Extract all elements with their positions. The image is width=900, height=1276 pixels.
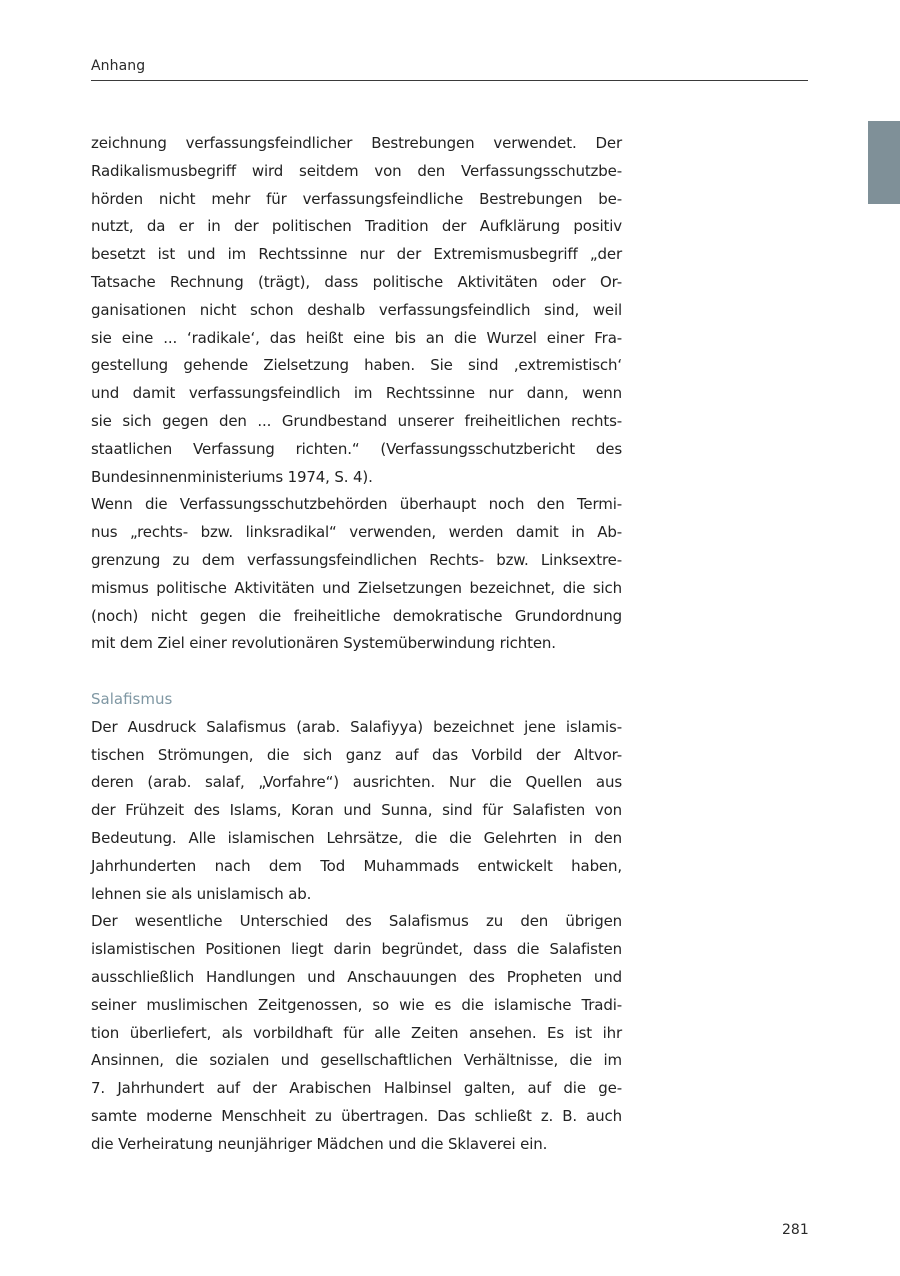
text-line: islamistischen Positionen liegt darin begründet, dass die Salafisten bbox=[91, 940, 622, 959]
body-text bbox=[91, 130, 622, 1158]
text-line: nus „rechts- bzw. linksradikal“ verwenden, werden damit in Ab- bbox=[91, 523, 622, 542]
text-line: zeichnung verfassungsfeindlicher Bestrebungen verwendet. Der bbox=[91, 134, 622, 152]
text-line: Der Ausdruck Salafismus (arab. Salafiyya) bezeichnet jene islamis- bbox=[91, 717, 622, 736]
text-line: Bedeutung. Alle islamischen Lehrsätze, die die Gelehrten in den bbox=[91, 828, 622, 847]
text-line: deren (arab. salaf, „Vorfahre“) ausrichten. Nur die Quellen aus bbox=[91, 773, 622, 792]
text-line: (noch) nicht gegen die freiheitliche demokratische Grundordnung bbox=[91, 606, 622, 625]
text-line: Tatsache Rechnung (trägt), dass politische Aktivitäten oder Or- bbox=[91, 272, 622, 291]
text-line: und damit verfassungsfeindlich im Rechtssinne nur dann, wenn bbox=[91, 384, 622, 403]
text-line: 7. Jahrhundert auf der Arabischen Halbinsel galten, auf die ge- bbox=[91, 1079, 622, 1098]
text-line: Ansinnen, die sozialen und gesellschaftlichen Verhältnisse, die im bbox=[91, 1051, 622, 1070]
text-line: hörden nicht mehr für verfassungsfeindliche Bestrebungen be- bbox=[91, 189, 622, 208]
paragraph bbox=[91, 491, 622, 658]
text-line: staatlichen Verfassung richten.“ (Verfassungsschutzbericht des bbox=[91, 439, 622, 458]
text-line: tischen Strömungen, die sich ganz auf das Vorbild der Altvor- bbox=[91, 745, 622, 764]
chapter-thumb-tab bbox=[868, 121, 900, 204]
paragraph bbox=[91, 130, 622, 491]
text-line: ausschließlich Handlungen und Anschauungen des Propheten und bbox=[91, 967, 622, 986]
text-line: tion überliefert, als vorbildhaft für alle Zeiten ansehen. Es ist ihr bbox=[91, 1023, 622, 1042]
page-number: 281 bbox=[782, 1222, 809, 1238]
text-line: Der wesentliche Unterschied des Salafismus zu den übrigen bbox=[91, 912, 622, 931]
text-line: Jahrhunderten nach dem Tod Muhammads entwickelt haben, bbox=[91, 856, 622, 875]
text-line: mit dem Ziel einer revolutionären Systemüberwindung richten. bbox=[91, 634, 556, 653]
text-line: mismus politische Aktivitäten und Zielsetzungen bezeichnet, die sich bbox=[91, 578, 622, 597]
text-line: Wenn die Verfassungsschutzbehörden überhaupt noch den Termi- bbox=[91, 495, 622, 514]
text-line: die Verheiratung neunjähriger Mädchen und die Sklaverei ein. bbox=[91, 1134, 548, 1153]
running-header: Anhang bbox=[91, 58, 146, 74]
text-line: der Frühzeit des Islams, Koran und Sunna, sind für Salafisten von bbox=[91, 801, 622, 820]
text-line: grenzung zu dem verfassungsfeindlichen Rechts- bzw. Linksextre- bbox=[91, 550, 622, 569]
text-line: sie sich gegen den ... Grundbestand unserer freiheitlichen rechts- bbox=[91, 411, 622, 430]
text-line: gestellung gehende Zielsetzung haben. Sie sind ‚extremistisch‘ bbox=[91, 356, 622, 375]
section-heading: Salafismus bbox=[91, 689, 173, 708]
paragraph-gap bbox=[91, 658, 622, 686]
header-divider bbox=[91, 80, 808, 81]
text-line: nutzt, da er in der politischen Tradition der Aufklärung positiv bbox=[91, 217, 622, 236]
text-line: seiner muslimischen Zeitgenossen, so wie es die islamische Tradi- bbox=[91, 995, 622, 1014]
paragraph bbox=[91, 714, 622, 909]
text-line: samte moderne Menschheit zu übertragen. Das schließt z. B. auch bbox=[91, 1106, 622, 1125]
text-line: sie eine ... ‘radikale‘, das heißt eine bis an die Wurzel einer Fra- bbox=[91, 328, 622, 347]
text-line: Radikalismusbegriff wird seitdem von den Verfassungsschutzbe- bbox=[91, 161, 622, 180]
text-line: ganisationen nicht schon deshalb verfassungsfeindlich sind, weil bbox=[91, 300, 622, 319]
text-line: besetzt ist und im Rechtssinne nur der Extremismusbegriff „der bbox=[91, 245, 622, 264]
text-line: Bundesinnenministeriums 1974, S. 4). bbox=[91, 467, 373, 486]
paragraph bbox=[91, 908, 622, 1158]
text-line: lehnen sie als unislamisch ab. bbox=[91, 884, 312, 903]
